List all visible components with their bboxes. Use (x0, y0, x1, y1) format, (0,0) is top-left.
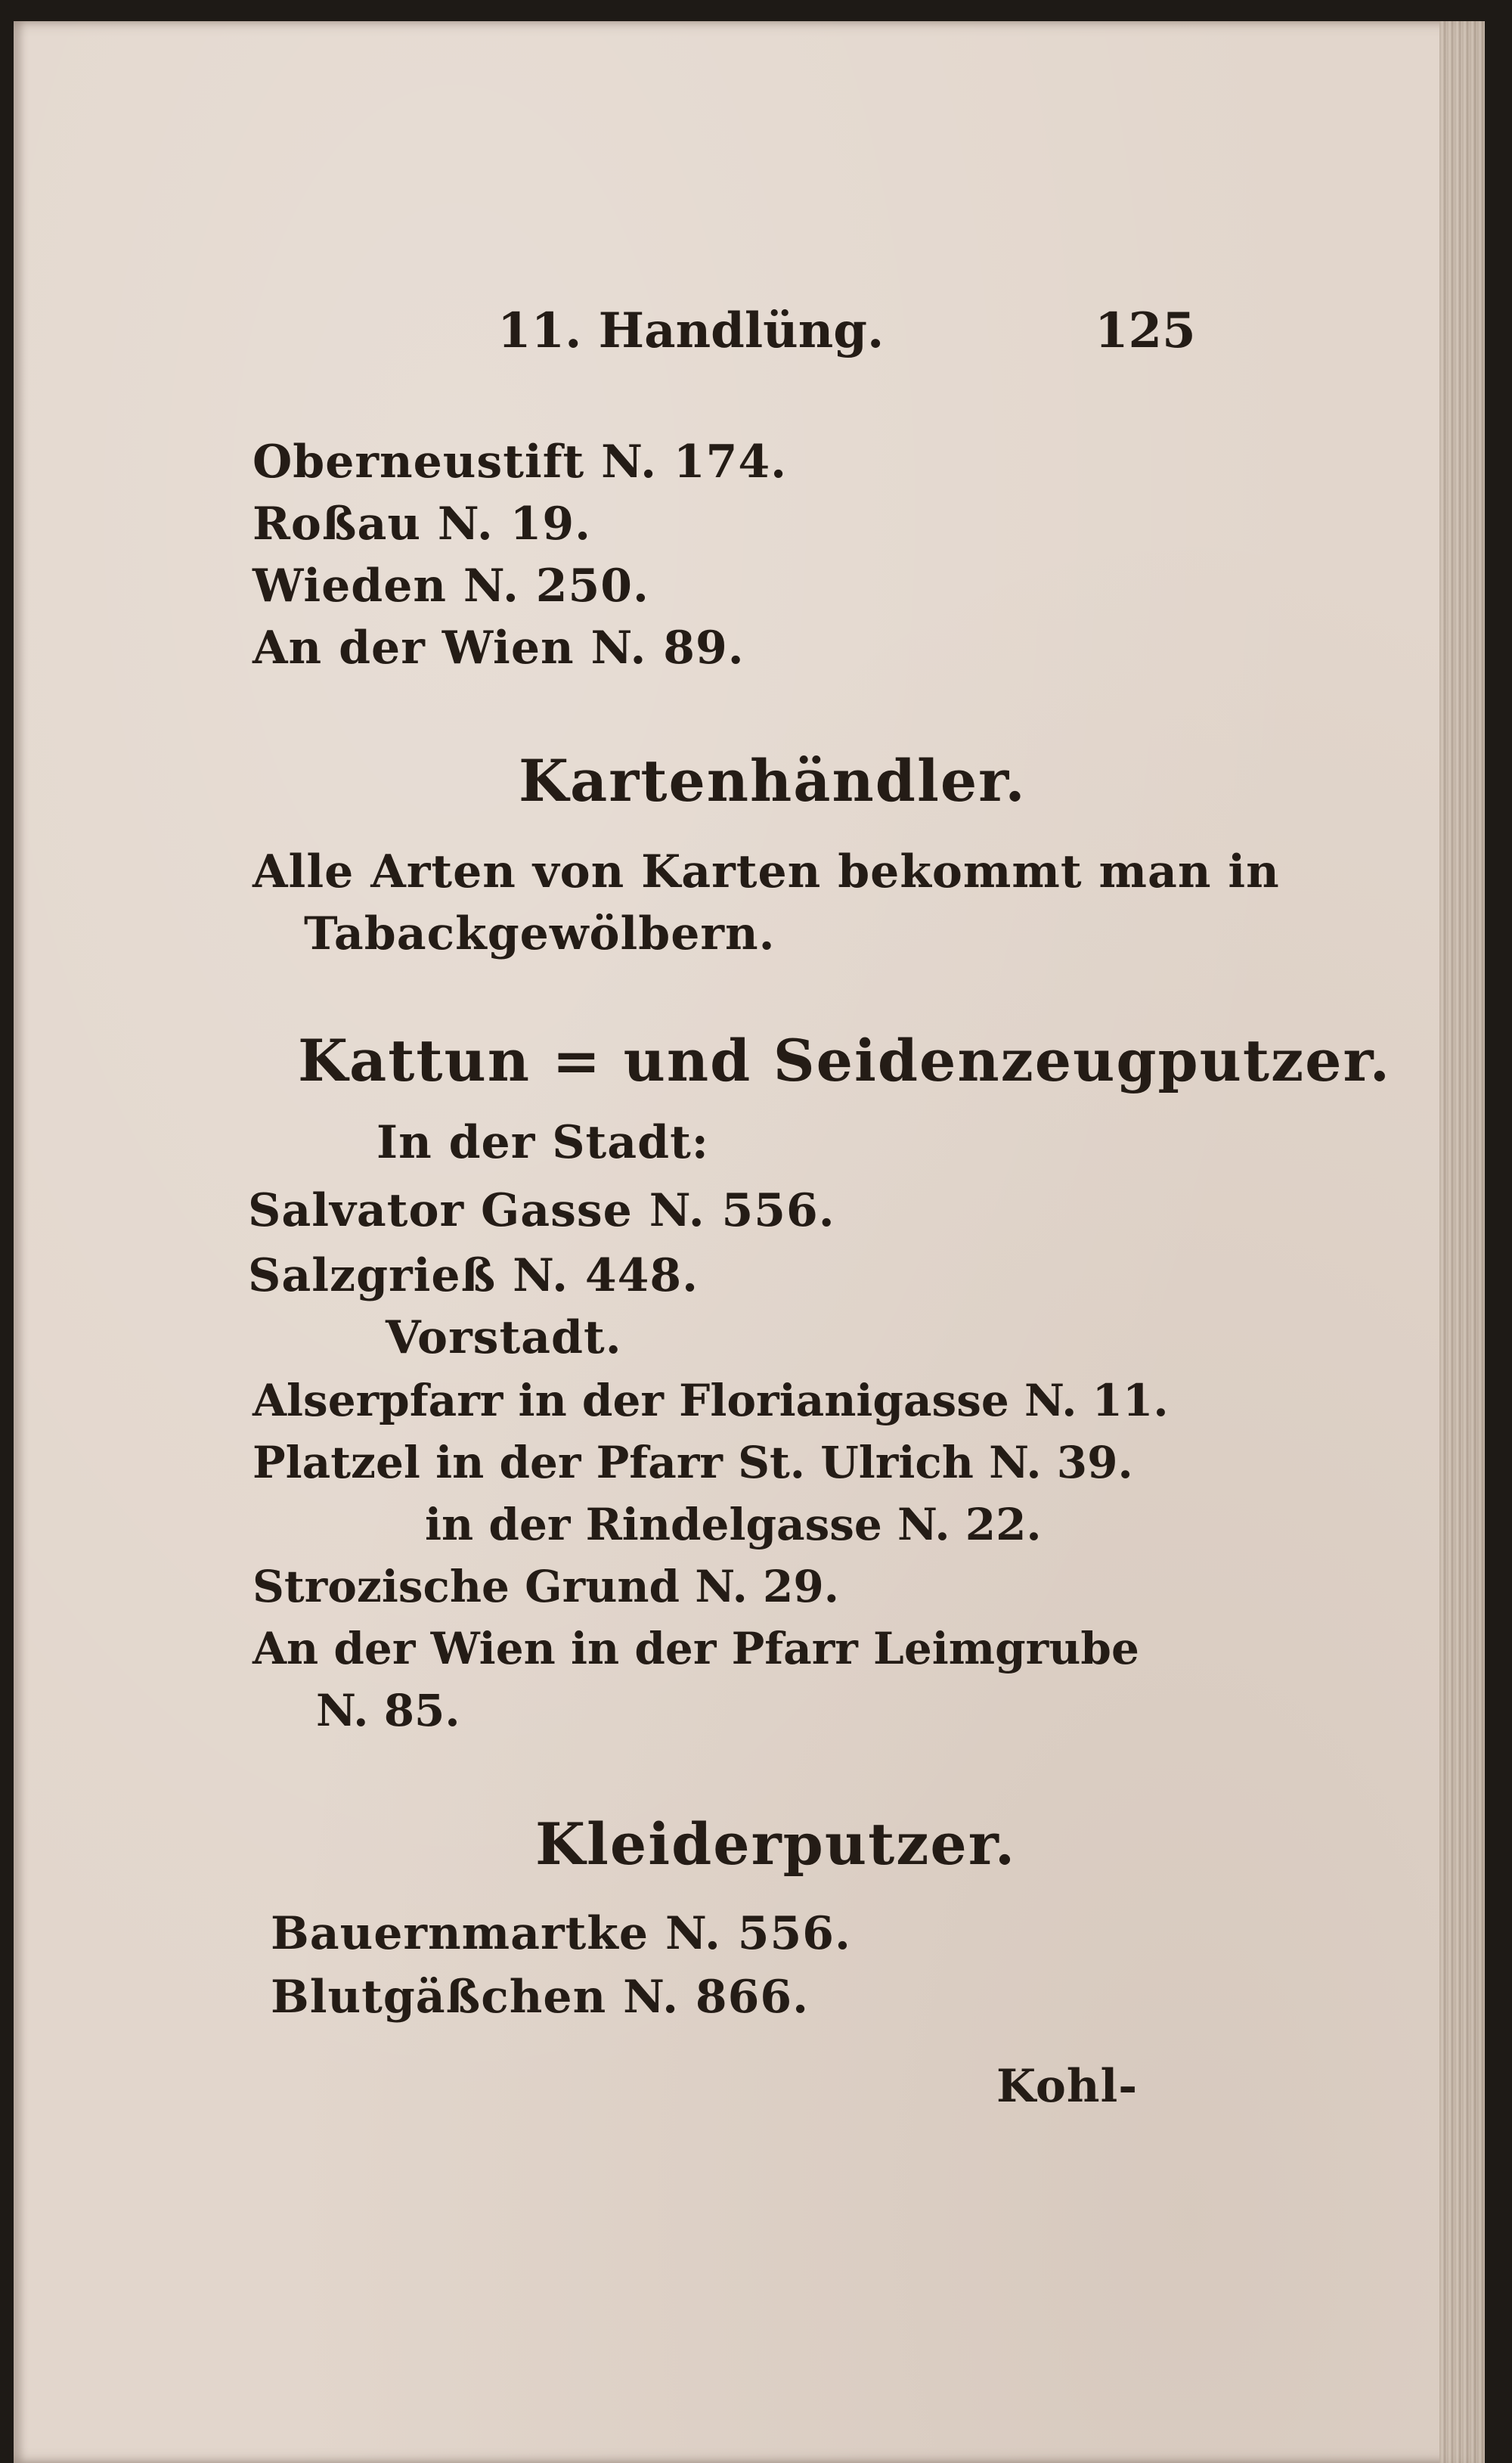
address-line: Salvator Gasse N. 556. (248, 1184, 835, 1237)
page-number: 125 (1095, 302, 1196, 359)
catchword: Kohl- (996, 2060, 1139, 2113)
book-page (14, 21, 1485, 2463)
address-line: N. 85. (316, 1685, 460, 1736)
address-line: Platzel in der Pfarr St. Ulrich N. 39. (253, 1437, 1133, 1488)
address-line: Roßau N. 19. (253, 498, 592, 551)
address-line: An der Wien in der Pfarr Leimgrube (253, 1623, 1139, 1674)
body-line: Tabackgewölbern. (304, 907, 776, 960)
section-title-kartenhaendler: Kartenhändler. (519, 747, 1027, 814)
address-line: Bauernmartke N. 556. (271, 1907, 851, 1960)
subheading-vorstadt: Vorstadt. (386, 1311, 622, 1364)
address-line: An der Wien N. 89. (253, 622, 745, 675)
section-title-kleiderputzer: Kleiderputzer. (535, 1810, 1017, 1878)
address-line: Wieden N. 250. (253, 560, 649, 613)
subheading-stadt: In der Stadt: (376, 1116, 709, 1169)
address-line: Blutgäßchen N. 866. (271, 1971, 810, 2024)
address-line: Strozische Grund N. 29. (253, 1561, 839, 1612)
address-line: Oberneustift N. 174. (253, 436, 788, 489)
page-edge (1439, 21, 1485, 2463)
running-title: 11. Handlüng. (497, 302, 885, 359)
body-line: Alle Arten von Karten bekommt man in (253, 845, 1280, 898)
address-line: Salzgrieß N. 448. (248, 1249, 699, 1302)
section-title-kattun: Kattun = und Seidenzeugputzer. (298, 1027, 1392, 1094)
address-line: in der Rindelgasse N. 22. (425, 1499, 1042, 1550)
address-line: Alserpfarr in der Florianigasse N. 11. (253, 1375, 1169, 1426)
